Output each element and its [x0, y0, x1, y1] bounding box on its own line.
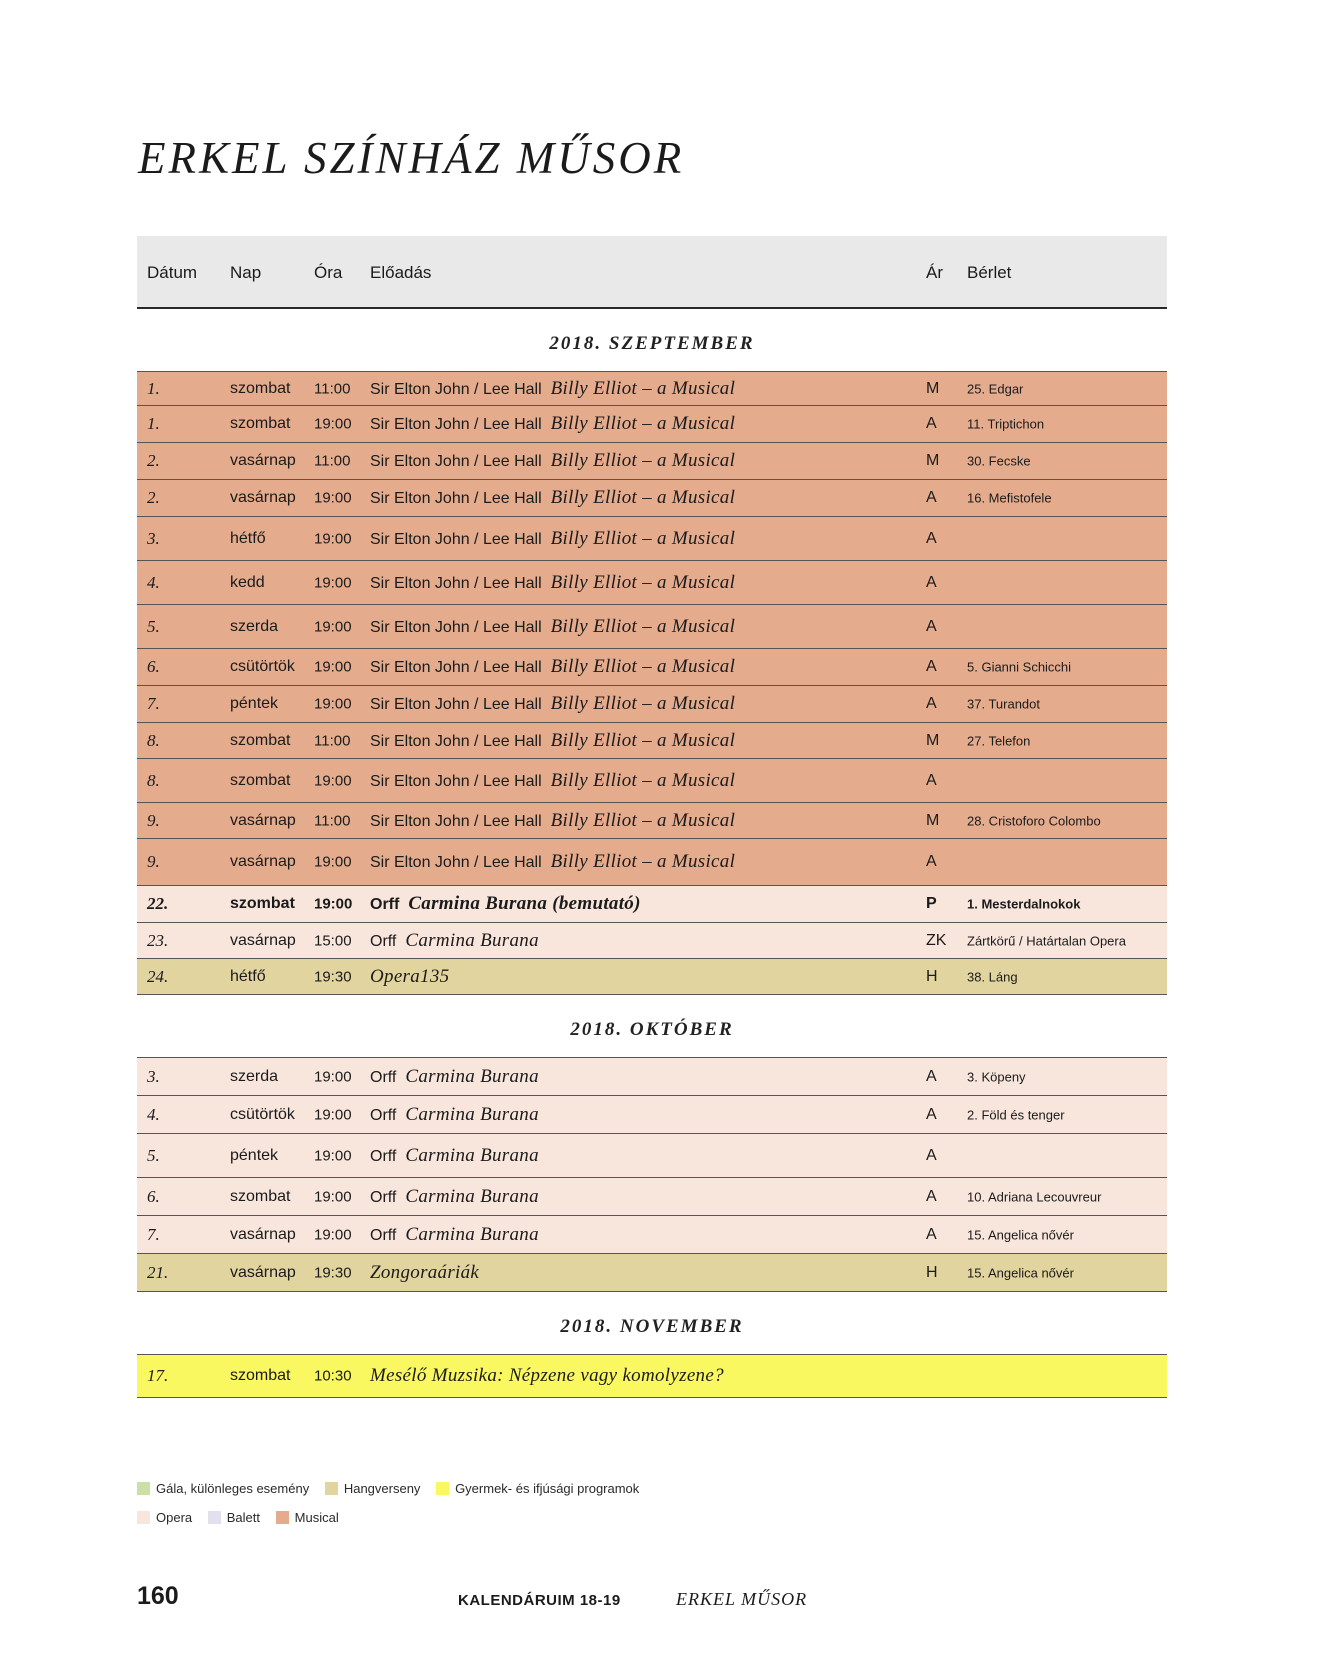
row-subscription: 11. Triptichon	[967, 416, 1045, 432]
row-day: szombat	[230, 895, 295, 912]
table-row	[137, 1216, 1167, 1254]
row-time: 19:00	[314, 1188, 352, 1205]
row-work: Billy Elliot – a Musical	[550, 729, 736, 751]
row-date: 2.	[147, 488, 160, 507]
row-date: 5.	[147, 616, 160, 636]
row-performance	[370, 770, 735, 792]
row-subscription: 27. Telefon	[967, 733, 1031, 748]
legend-item-kids	[436, 1481, 639, 1496]
table-row	[137, 1096, 1167, 1134]
row-price: A	[926, 658, 937, 675]
row-price: A	[926, 489, 937, 506]
row-date: 7.	[147, 1224, 160, 1244]
row-date: 5.	[147, 1145, 160, 1165]
row-date: 7.	[147, 694, 160, 713]
row-time: 19:00	[314, 415, 352, 433]
row-performance	[370, 893, 641, 915]
row-date: 9.	[147, 852, 160, 871]
table-row	[137, 480, 1167, 517]
row-price: A	[926, 617, 937, 635]
month-heading: 2018. NOVEMBER	[137, 1292, 1167, 1355]
legend-row	[137, 1480, 651, 1496]
row-subscription: 10. Adriana Lecouvreur	[967, 1189, 1102, 1204]
table-row	[137, 723, 1167, 759]
legend-swatch	[137, 1482, 150, 1495]
row-author: Orff	[370, 1226, 397, 1244]
row-price: A	[926, 1105, 937, 1123]
row-date: 22.	[147, 894, 169, 913]
row-time: 19:00	[314, 530, 352, 547]
row-work: Zongoraáriák	[370, 1261, 480, 1283]
row-time: 11:00	[314, 380, 351, 397]
row-time: 19:00	[314, 489, 352, 507]
row-date: 8.	[147, 730, 160, 750]
month-heading: 2018. OKTÓBER	[137, 995, 1167, 1058]
row-work: Billy Elliot – a Musical	[550, 615, 736, 637]
row-author: Sir Elton John / Lee Hall	[370, 812, 542, 830]
row-date: 2.	[147, 451, 160, 470]
page-title: ERKEL SZÍNHÁZ MŰSOR	[138, 133, 685, 183]
schedule-body	[137, 309, 1167, 1398]
row-performance	[370, 851, 735, 873]
table-row	[137, 1058, 1167, 1096]
legend-label: Musical	[294, 1510, 339, 1526]
row-price: P	[926, 895, 937, 912]
row-author: Sir Elton John / Lee Hall	[370, 659, 542, 676]
row-price: A	[926, 415, 937, 432]
row-price: M	[926, 811, 940, 829]
row-day: kedd	[230, 573, 265, 591]
row-day: vasárnap	[230, 1225, 296, 1243]
row-date: 3.	[147, 1066, 160, 1086]
row-work: Carmina Burana	[405, 1185, 539, 1207]
row-performance	[370, 1104, 539, 1126]
row-work: Billy Elliot – a Musical	[550, 450, 736, 471]
row-time: 19:00	[314, 895, 353, 913]
row-price: M	[926, 379, 940, 397]
row-day: szombat	[230, 771, 291, 789]
row-work: Carmina Burana	[405, 1223, 539, 1245]
row-subscription: 5. Gianni Schicchi	[967, 659, 1072, 675]
table-row	[137, 372, 1167, 406]
row-subscription: 28. Cristoforo Colombo	[967, 813, 1101, 828]
row-price: ZK	[926, 931, 947, 949]
row-day: szombat	[230, 379, 291, 397]
publication-name: KALENDÁRUIM 18-19	[458, 1592, 621, 1609]
row-date: 24.	[147, 966, 169, 986]
table-row	[137, 443, 1167, 480]
row-day: szombat	[230, 415, 291, 432]
row-author: Orff	[370, 896, 400, 913]
row-day: hétfő	[230, 529, 266, 547]
row-work: Billy Elliot – a Musical	[550, 487, 736, 508]
row-date: 6.	[147, 657, 160, 676]
row-author: Sir Elton John / Lee Hall	[370, 772, 542, 790]
row-time: 11:00	[314, 812, 351, 829]
row-date: 23.	[147, 930, 169, 950]
row-time: 19:00	[314, 1106, 352, 1123]
row-price: A	[926, 1146, 937, 1164]
row-date: 8.	[147, 770, 160, 790]
row-time: 19:00	[314, 695, 352, 713]
row-date: 21.	[147, 1262, 169, 1282]
row-work: Billy Elliot – a Musical	[550, 377, 736, 399]
row-performance	[370, 616, 735, 638]
row-day: szombat	[230, 731, 291, 749]
row-work: Billy Elliot – a Musical	[550, 527, 736, 549]
row-author: Sir Elton John / Lee Hall	[370, 618, 542, 636]
header-performance: Előadás	[370, 263, 432, 282]
legend-swatch	[436, 1482, 449, 1495]
row-time: 19:00	[314, 1226, 352, 1243]
row-author: Orff	[370, 1068, 397, 1086]
table-row	[137, 759, 1167, 803]
row-author: Sir Elton John / Lee Hall	[370, 490, 542, 507]
month-heading: 2018. SZEPTEMBER	[137, 309, 1167, 372]
table-row	[137, 605, 1167, 649]
row-performance	[370, 966, 449, 988]
row-work: Billy Elliot – a Musical	[550, 571, 736, 593]
table-row	[137, 1134, 1167, 1178]
row-work: Billy Elliot – a Musical	[550, 656, 736, 677]
row-day: péntek	[230, 695, 279, 712]
row-price: A	[926, 573, 937, 591]
row-author: Sir Elton John / Lee Hall	[370, 696, 542, 713]
row-author: Sir Elton John / Lee Hall	[370, 574, 542, 592]
row-subscription: 15. Angelica nővér	[967, 1227, 1074, 1242]
legend-item-concert	[325, 1481, 421, 1496]
row-day: csütörtök	[230, 658, 295, 675]
row-time: 19:00	[314, 1068, 352, 1085]
row-performance	[370, 1365, 724, 1387]
row-day: vasárnap	[230, 452, 296, 469]
row-performance	[370, 1066, 539, 1088]
row-price: A	[926, 771, 937, 789]
row-work: Mesélő Muzsika: Népzene vagy komolyzene?	[370, 1365, 724, 1386]
row-performance	[370, 656, 735, 678]
row-date: 17.	[147, 1366, 169, 1385]
row-author: Sir Elton John / Lee Hall	[370, 732, 542, 750]
row-performance	[370, 693, 735, 715]
legend-row	[137, 1509, 351, 1525]
row-work: Carmina Burana	[405, 1144, 539, 1166]
legend-label: Opera	[156, 1510, 193, 1526]
legend-item-opera	[137, 1510, 192, 1525]
table-row	[137, 406, 1167, 443]
header-time: Óra	[314, 263, 343, 282]
row-work: Carmina Burana	[405, 1103, 539, 1125]
row-subscription: 25. Edgar	[967, 381, 1024, 396]
row-author: Sir Elton John / Lee Hall	[370, 453, 542, 470]
row-time: 11:00	[314, 732, 351, 749]
row-day: vasárnap	[230, 931, 296, 949]
row-day: szombat	[230, 1367, 291, 1384]
row-subscription: 16. Mefistofele	[967, 490, 1052, 506]
row-performance	[370, 413, 735, 435]
row-day: hétfő	[230, 967, 266, 985]
table-row	[137, 649, 1167, 686]
table-row	[137, 1355, 1167, 1398]
row-time: 19:00	[314, 658, 352, 676]
table-header	[137, 236, 1167, 309]
row-date: 1.	[147, 378, 160, 398]
schedule-table	[137, 236, 1167, 1398]
header-date: Dátum	[147, 263, 198, 282]
row-date: 9.	[147, 810, 160, 830]
table-row	[137, 686, 1167, 723]
legend-swatch	[208, 1511, 221, 1524]
row-time: 15:00	[314, 932, 352, 949]
row-performance	[370, 1262, 479, 1284]
table-row	[137, 959, 1167, 995]
row-work: Billy Elliot – a Musical	[550, 693, 736, 714]
legend-label: Balett	[226, 1510, 261, 1526]
row-performance	[370, 572, 735, 594]
row-performance	[370, 1224, 539, 1246]
row-performance	[370, 487, 735, 509]
row-time: 19:00	[314, 772, 352, 789]
row-date: 4.	[147, 1104, 160, 1124]
row-author: Orff	[370, 932, 397, 950]
row-work: Billy Elliot – a Musical	[550, 413, 736, 434]
row-time: 11:00	[314, 452, 351, 470]
row-author: Sir Elton John / Lee Hall	[370, 854, 542, 871]
legend-label: Gála, különleges esemény	[156, 1481, 310, 1497]
row-day: péntek	[230, 1146, 279, 1164]
legend-swatch	[325, 1482, 338, 1495]
row-author: Orff	[370, 1106, 397, 1124]
section-name: ERKEL MŰSOR	[676, 1589, 808, 1609]
legend-item-musical	[276, 1510, 339, 1525]
row-price: A	[926, 1067, 937, 1085]
row-performance	[370, 730, 735, 752]
header-subscription: Bérlet	[967, 263, 1012, 282]
row-performance	[370, 528, 735, 550]
row-author: Sir Elton John / Lee Hall	[370, 530, 542, 548]
row-performance	[370, 1186, 539, 1208]
row-subscription: 37. Turandot	[967, 696, 1040, 712]
row-performance	[370, 378, 735, 400]
row-work: Opera135	[370, 965, 450, 987]
row-price: A	[926, 1225, 937, 1243]
row-time: 19:00	[314, 1147, 352, 1164]
row-work: Billy Elliot – a Musical	[550, 769, 736, 791]
row-time: 10:30	[314, 1367, 352, 1385]
row-date: 3.	[147, 528, 160, 548]
row-work: Carmina Burana	[405, 929, 539, 951]
row-author: Orff	[370, 1147, 397, 1165]
page-number: 160	[137, 1582, 179, 1610]
row-subscription: 2. Föld és tenger	[967, 1107, 1065, 1122]
table-row	[137, 561, 1167, 605]
row-time: 19:30	[314, 1264, 352, 1281]
table-row	[137, 1254, 1167, 1292]
row-time: 19:30	[314, 968, 352, 985]
legend-swatch	[137, 1511, 150, 1524]
header-price: Ár	[926, 263, 943, 282]
row-day: szombat	[230, 1187, 291, 1205]
row-price: A	[926, 853, 937, 870]
row-time: 19:00	[314, 574, 352, 591]
row-work: Carmina Burana (bemutató)	[408, 893, 641, 914]
row-subscription: 3. Köpeny	[967, 1069, 1026, 1084]
legend-label: Gyermek- és ifjúsági programok	[455, 1481, 640, 1497]
row-performance	[370, 450, 735, 472]
table-row	[137, 923, 1167, 959]
row-day: vasárnap	[230, 853, 296, 870]
row-date: 1.	[147, 414, 160, 433]
row-date: 6.	[147, 1186, 160, 1206]
table-row	[137, 803, 1167, 839]
row-subscription: 30. Fecske	[967, 453, 1031, 469]
row-price: A	[926, 1187, 937, 1205]
legend-item-gala	[137, 1481, 309, 1496]
row-price: H	[926, 967, 938, 985]
row-performance	[370, 930, 539, 952]
row-price: A	[926, 695, 937, 712]
row-day: vasárnap	[230, 811, 296, 829]
row-day: vasárnap	[230, 1263, 296, 1281]
row-author: Orff	[370, 1188, 397, 1206]
row-subscription: 38. Láng	[967, 969, 1018, 984]
row-work: Carmina Burana	[405, 1065, 539, 1087]
legend-item-ballet	[208, 1510, 260, 1525]
table-row	[137, 1178, 1167, 1216]
legend-label: Hangverseny	[343, 1481, 421, 1497]
row-price: H	[926, 1263, 938, 1281]
table-row	[137, 886, 1167, 923]
row-author: Sir Elton John / Lee Hall	[370, 416, 542, 433]
legend-swatch	[276, 1511, 289, 1524]
row-subscription: Zártkörű / Határtalan Opera	[967, 933, 1126, 948]
row-day: csütörtök	[230, 1105, 295, 1123]
row-work: Billy Elliot – a Musical	[550, 851, 736, 872]
row-time: 19:00	[314, 853, 352, 871]
row-work: Billy Elliot – a Musical	[550, 809, 736, 831]
row-price: M	[926, 731, 940, 749]
row-subscription: 15. Angelica nővér	[967, 1265, 1074, 1280]
row-price: M	[926, 452, 940, 469]
table-row	[137, 517, 1167, 561]
row-date: 4.	[147, 572, 160, 592]
row-time: 19:00	[314, 618, 352, 635]
row-day: vasárnap	[230, 489, 296, 506]
row-price: A	[926, 529, 937, 547]
row-author: Sir Elton John / Lee Hall	[370, 380, 542, 398]
row-performance	[370, 810, 735, 832]
row-day: szerda	[230, 1067, 279, 1085]
row-day: szerda	[230, 617, 279, 635]
header-day: Nap	[230, 263, 262, 282]
row-performance	[370, 1145, 539, 1167]
row-subscription: 1. Mesterdalnokok	[967, 896, 1081, 912]
table-row	[137, 839, 1167, 886]
